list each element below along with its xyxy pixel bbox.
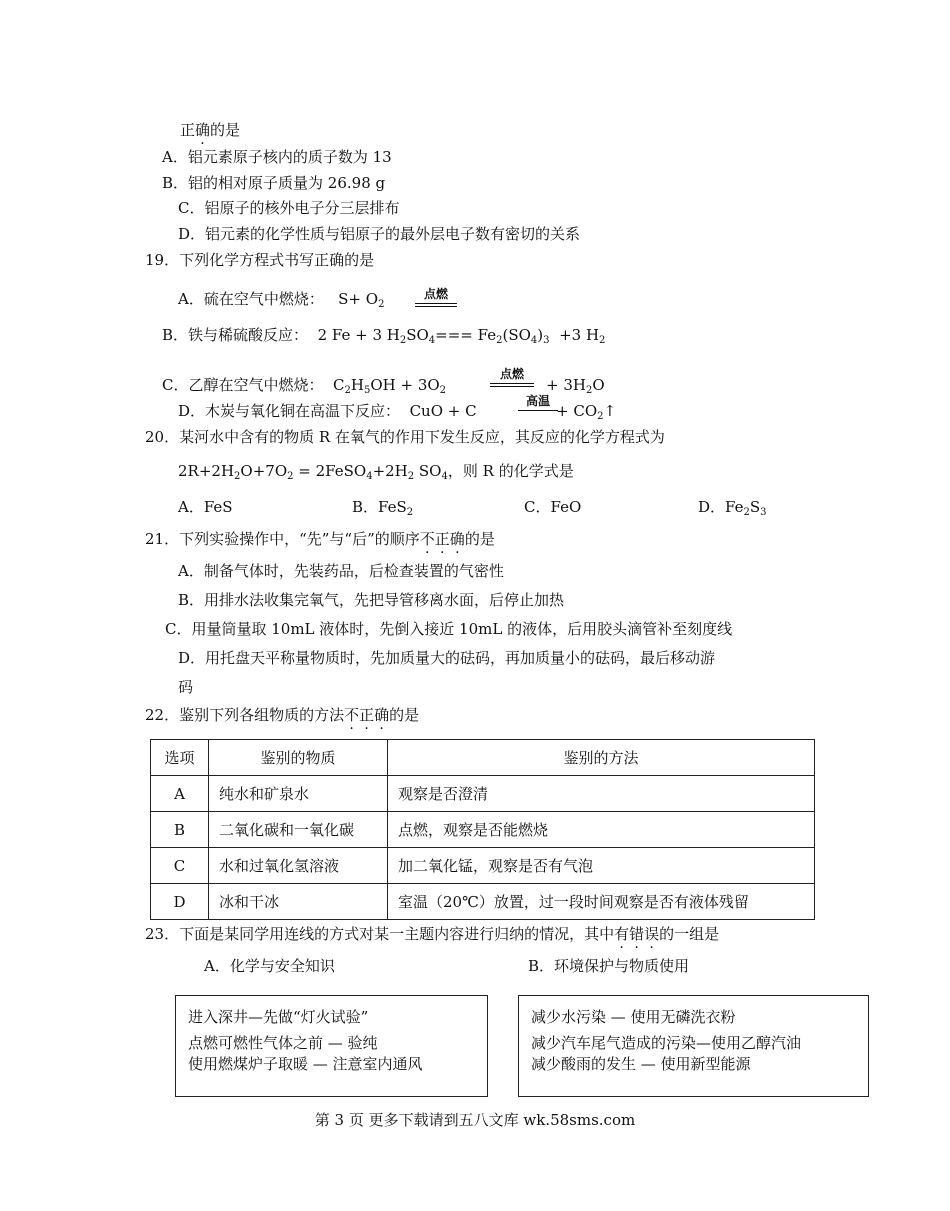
header-cell: 选项 <box>151 740 209 776</box>
q20-option-d: D．$Fe_2S_3$ <box>698 498 767 518</box>
table-cell: 纯水和矿泉水 <box>209 776 388 812</box>
q19-option-d: D．木炭与氧化铜在高温下反应： CuO + C <box>178 402 477 420</box>
box-line: 点燃可燃性气体之前 — 验纯 <box>188 1034 378 1052</box>
q19-option-d-product: + $CO_2↑$ <box>556 402 617 422</box>
q18-option-d: D．铝元素的化学性质与铝原子的最外层电子数有密切的关系 <box>178 225 581 243</box>
box-line: 减少水污染 — 使用无磷洗衣粉 <box>531 1008 736 1026</box>
q20-option-b: B．FeS$_2$ <box>352 498 414 518</box>
header-cell: 鉴别的物质 <box>209 740 388 776</box>
box-line: 减少酸雨的发生 — 使用新型能源 <box>531 1055 751 1073</box>
box-line: 减少汽车尾气造成的污染—使用乙醇汽油 <box>531 1034 802 1052</box>
q20-option-c: C．FeO <box>524 498 582 516</box>
header-cell: 鉴别的方法 <box>388 740 815 776</box>
q21-option-a: A．制备气体时，先装药品，后检查装置的气密性 <box>178 562 504 580</box>
q23-stem: 23．下面是某同学用连线的方式对某一主题内容进行归纳的情况，其中有错误的一组是 <box>145 925 720 943</box>
q19-stem: 19．下列化学方程式书写正确的是 <box>145 251 375 269</box>
q19-option-c: C．乙醇在空气中燃烧： $C_2H_5OH + 3O_2$ <box>162 376 447 396</box>
table-cell: C <box>151 848 209 884</box>
table-cell: 室温（20℃）放置，过一段时间观察是否有液体残留 <box>388 884 815 920</box>
knowledge-box-a <box>175 995 488 1097</box>
q20-equation: $2R+2H_2O+7O_2$ = $2FeSO_4+2H_2$ $SO_4$，则 R 的化学式是 <box>178 462 574 482</box>
emphasis-char: 正 <box>359 706 375 724</box>
emphasis-char: 确 <box>374 706 390 724</box>
table-cell: 观察是否澄清 <box>388 776 815 812</box>
emphasis-char: 有 <box>614 925 630 943</box>
table-row <box>151 776 815 812</box>
table-cell: 冰和干冰 <box>209 884 388 920</box>
reaction-condition-ignite-c: 点燃 <box>490 367 534 387</box>
q21-option-d-cont: 码 <box>178 678 194 696</box>
emphasis-char: 确 <box>449 530 465 548</box>
q19-option-c-product: + $3H_2O$ <box>546 376 605 396</box>
box-line: 使用燃煤炉子取暖 — 注意室内通风 <box>188 1055 423 1073</box>
q23-option-b: B．环境保护与物质使用 <box>528 957 690 975</box>
emphasis-char: 不 <box>419 530 435 548</box>
table-row <box>151 812 815 848</box>
table-cell: 二氧化碳和一氧化碳 <box>209 812 388 848</box>
q19-option-b: B．铁与稀硫酸反应： 2 Fe + 3 $H_2SO_4=== Fe_2(SO_4)_3 +3$ $H_2$ <box>162 326 606 346</box>
reaction-condition-hightemp: 高温 <box>518 394 558 411</box>
q18-option-a: A．铝元素原子核内的质子数为 13 <box>162 148 392 166</box>
q19-option-a: A．硫在空气中燃烧： $S+ O_2$ <box>178 290 385 310</box>
q20-stem: 20．某河水中含有的物质 R 在氧气的作用下发生反应，其反应的化学方程式为 <box>145 428 665 446</box>
reaction-condition-ignite: 点燃 <box>415 287 457 307</box>
emphasis-char: 确 <box>195 121 211 139</box>
q20-option-a: A．FeS <box>178 498 233 516</box>
q18-stem-tail: 正确的是 <box>180 121 241 139</box>
table-cell: D <box>151 884 209 920</box>
table-cell: A <box>151 776 209 812</box>
table-cell: 点燃，观察是否能燃烧 <box>388 812 815 848</box>
q21-option-d: D．用托盘天平称量物质时，先加质量大的砝码，再加质量小的砝码，最后移动游 <box>178 649 716 667</box>
page-footer: 第 3 页 更多下载请到五八文库 wk.58sms.com <box>314 1111 636 1129</box>
emphasis-char: 错 <box>629 925 645 943</box>
q18-option-c: C．铝原子的核外电子分三层排布 <box>178 199 400 217</box>
emphasis-char: 正 <box>434 530 450 548</box>
q21-option-c: C．用量筒量取 10mL 液体时，先倒入接近 10mL 的液体，后用胶头滴管补至刻度线 <box>165 620 733 638</box>
identification-table <box>150 739 815 920</box>
table-header-row <box>151 740 815 776</box>
table-cell: 水和过氧化氢溶液 <box>209 848 388 884</box>
q23-option-a: A．化学与安全知识 <box>204 957 335 975</box>
table-cell: 加二氧化锰，观察是否有气泡 <box>388 848 815 884</box>
emphasis-char: 不 <box>344 706 360 724</box>
table-row <box>151 884 815 920</box>
q22-stem: 22．鉴别下列各组物质的方法不正确的是 <box>145 706 420 724</box>
emphasis-char: 误 <box>644 925 660 943</box>
table-cell: B <box>151 812 209 848</box>
q21-option-b: B．用排水法收集完氧气，先把导管移离水面，后停止加热 <box>178 591 565 609</box>
box-line: 进入深井—先做“灯火试验” <box>188 1008 369 1026</box>
q21-stem: 21．下列实验操作中，“先”与“后”的顺序不正确的是 <box>145 530 495 548</box>
q18-option-b: B．铝的相对原子质量为 26.98 g <box>162 174 386 192</box>
table-row <box>151 848 815 884</box>
knowledge-box-b <box>518 995 869 1097</box>
